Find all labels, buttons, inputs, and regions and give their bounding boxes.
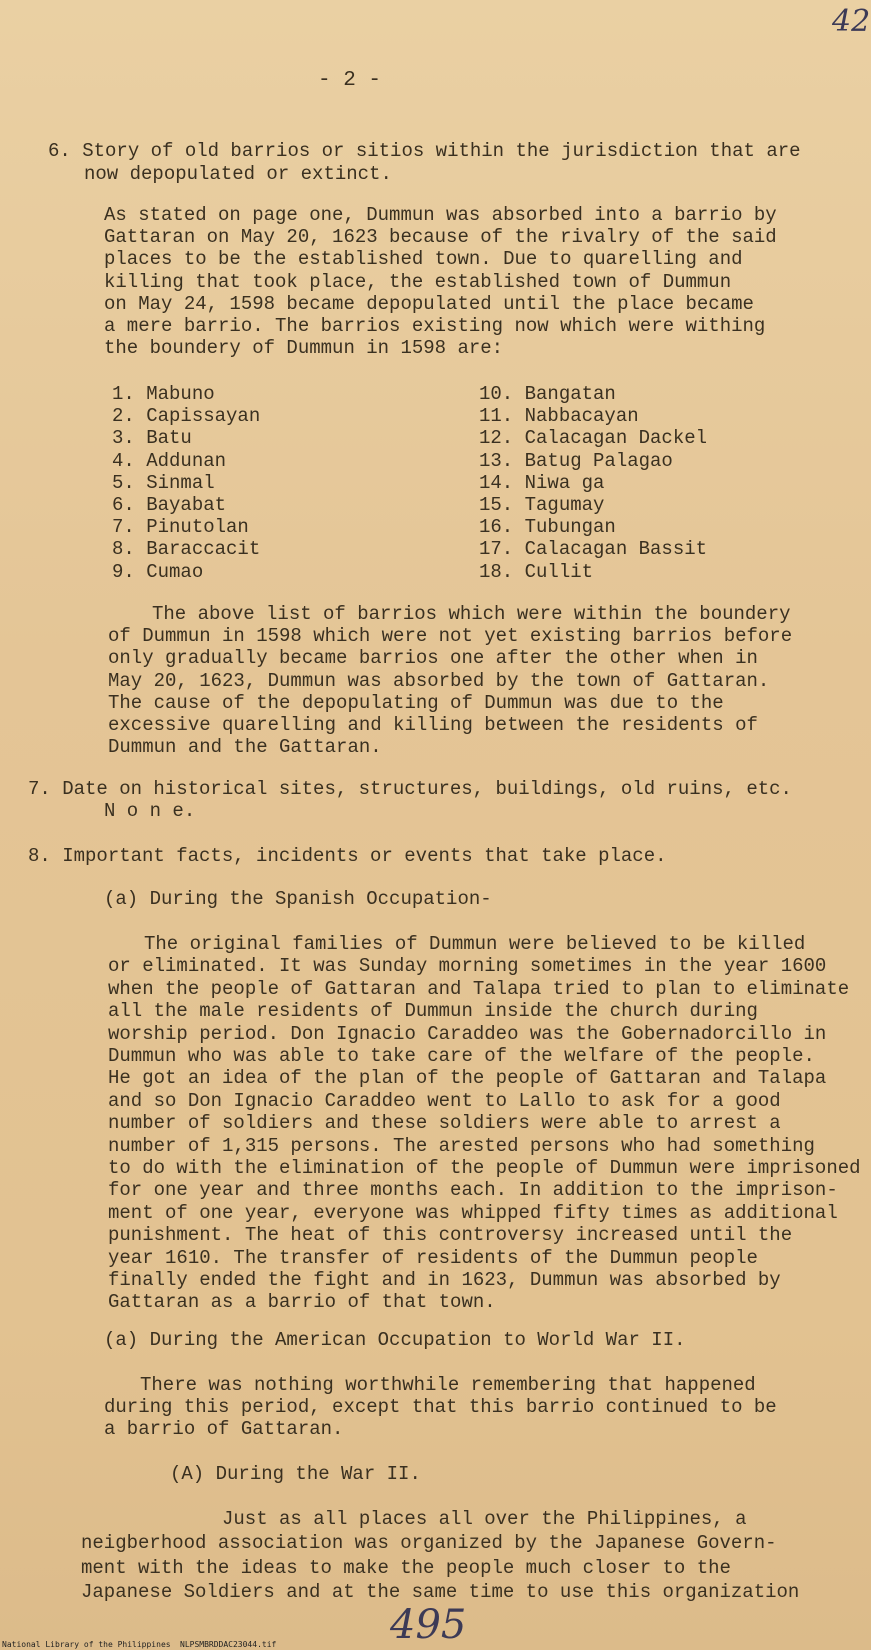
paragraph-line: The original families of Dummun were believed to be killed xyxy=(144,933,806,955)
paragraph-line: Japanese Soldiers and at the same time to use this organization xyxy=(81,1581,800,1604)
barrio-item: 15. Tagumay xyxy=(479,494,605,516)
barrio-item: 12. Calacagan Dackel xyxy=(479,427,708,450)
paragraph-line: for one year and three months each. In addition to the imprison- xyxy=(108,1179,838,1202)
paragraph-line: ment of one year, everyone was whipped fifty times as additional xyxy=(108,1201,838,1224)
paragraph-line: ment with the ideas to make the people much closer to the xyxy=(81,1556,731,1579)
barrio-item: 14. Niwa ga xyxy=(479,471,605,494)
paragraph-line: Gattaran on May 20, 1623 because of the rivalry of the said xyxy=(104,226,777,249)
paragraph-line: There was nothing worthwhile remembering that happened xyxy=(140,1374,756,1396)
paragraph-line: during this period, except that this barrio continued to be xyxy=(104,1396,777,1419)
barrio-item: 2. Capissayan xyxy=(112,405,261,428)
paragraph-line: to do with the elimination of the people of Dummun were imprisoned xyxy=(108,1157,861,1179)
paragraph-line: Dummun and the Gattaran. xyxy=(108,736,382,759)
paragraph-line: number of 1,315 persons. The arested persons who had something xyxy=(108,1134,815,1157)
section-8-sub-a: (a) During the Spanish Occupation- xyxy=(104,888,492,910)
paragraph-line: Gattaran as a barrio of that town. xyxy=(108,1291,496,1314)
section-6-heading-cont: now depopulated or extinct. xyxy=(84,163,392,185)
barrio-item: 9. Cumao xyxy=(112,560,204,583)
paragraph-line: The above list of barrios which were within the boundery xyxy=(152,603,791,625)
barrio-item: 3. Batu xyxy=(112,427,192,450)
footer-filename: NLPSMBRDDAC23044.tif xyxy=(180,1640,277,1649)
barrio-item: 4. Addunan xyxy=(112,449,227,472)
paragraph-line: Dummun who was able to take care of the welfare of the people. xyxy=(108,1045,815,1067)
barrio-item: 17. Calacagan Bassit xyxy=(479,538,708,561)
paragraph-line: killing that took place, the established town of Dummun xyxy=(104,270,732,293)
paragraph-line: May 20, 1623, Dummun was absorbed by the town of Gattaran. xyxy=(108,669,770,692)
paragraph-line: a barrio of Gattaran. xyxy=(104,1418,344,1441)
paragraph-line: neigberhood association was organized by the Japanese Govern- xyxy=(81,1532,777,1555)
paragraph-line: only gradually became barrios one after the other when in xyxy=(108,647,758,670)
paragraph-line: of Dummun in 1598 which were not yet existing barrios before xyxy=(108,625,793,648)
paragraph-line: Just as all places all over the Philippines, a xyxy=(222,1508,747,1530)
paragraph-line: on May 24, 1598 became depopulated until the place became xyxy=(104,292,754,315)
paragraph-line: number of soldiers and these soldiers were able to arrest a xyxy=(108,1112,781,1135)
section-6-heading: 6. Story of old barrios or sitios within the jurisdiction that are xyxy=(48,140,801,162)
barrio-item: 8. Baraccacit xyxy=(112,538,261,561)
barrio-item: 16. Tubungan xyxy=(479,516,616,539)
barrio-item: 13. Batug Palagao xyxy=(479,449,673,472)
page-number: - 2 - xyxy=(318,69,382,92)
footer-library: National Library of the Philippines xyxy=(2,1640,171,1649)
paragraph-line: He got an idea of the plan of the people of Gattaran and Talapa xyxy=(108,1067,827,1090)
section-8-heading: 8. Important facts, incidents or events that take place. xyxy=(28,845,667,867)
paragraph-line: excessive quarelling and killing between the residents of xyxy=(108,714,758,736)
paragraph-line: finally ended the fight and in 1623, Dummun was absorbed by xyxy=(108,1269,781,1291)
section-7-heading: 7. Date on historical sites, structures, buildings, old ruins, etc. xyxy=(28,778,792,800)
barrio-item: 10. Bangatan xyxy=(479,383,616,405)
paragraph-line: the boundery of Dummun in 1598 are: xyxy=(104,337,504,360)
paragraph-line: all the male residents of Dummun inside the church during xyxy=(108,1000,758,1023)
barrio-item: 18. Cullit xyxy=(479,560,594,583)
barrio-item: 5. Sinmal xyxy=(112,471,215,494)
barrio-item: 11. Nabbacayan xyxy=(479,405,639,428)
section-8-sub-b: (a) During the American Occupation to World War II. xyxy=(104,1329,686,1351)
paragraph-line: when the people of Gattaran and Talapa tried to plan to eliminate xyxy=(108,977,850,1000)
paragraph-line: and so Don Ignacio Caraddeo went to Lallo to ask for a good xyxy=(108,1089,781,1112)
section-8-sub-c: (A) During the War II. xyxy=(170,1463,421,1485)
paragraph-line: The cause of the depopulating of Dummun was due to the xyxy=(108,691,724,714)
barrio-item: 7. Pinutolan xyxy=(112,516,249,539)
barrio-item: 6. Bayabat xyxy=(112,494,227,516)
paragraph-line: worship period. Don Ignacio Caraddeo was the Gobernadorcillo in xyxy=(108,1022,827,1045)
paragraph-line: year 1610. The transfer of residents of the Dummun people xyxy=(108,1246,758,1269)
handwritten-page-number: 42 xyxy=(832,4,871,39)
paragraph-line: a mere barrio. The barrios existing now which were withing xyxy=(104,315,766,337)
paragraph-line: As stated on page one, Dummun was absorbed into a barrio by xyxy=(104,204,777,226)
paragraph-line: or eliminated. It was Sunday morning sometimes in the year 1600 xyxy=(108,955,827,978)
section-7-value: N o n e. xyxy=(104,800,196,822)
paragraph-line: punishment. The heat of this controversy increased until the xyxy=(108,1224,793,1247)
handwritten-folio-number: 495 xyxy=(390,1602,467,1648)
barrio-item: 1. Mabuno xyxy=(112,383,215,405)
paragraph-line: places to be the established town. Due to quarelling and xyxy=(104,248,743,271)
